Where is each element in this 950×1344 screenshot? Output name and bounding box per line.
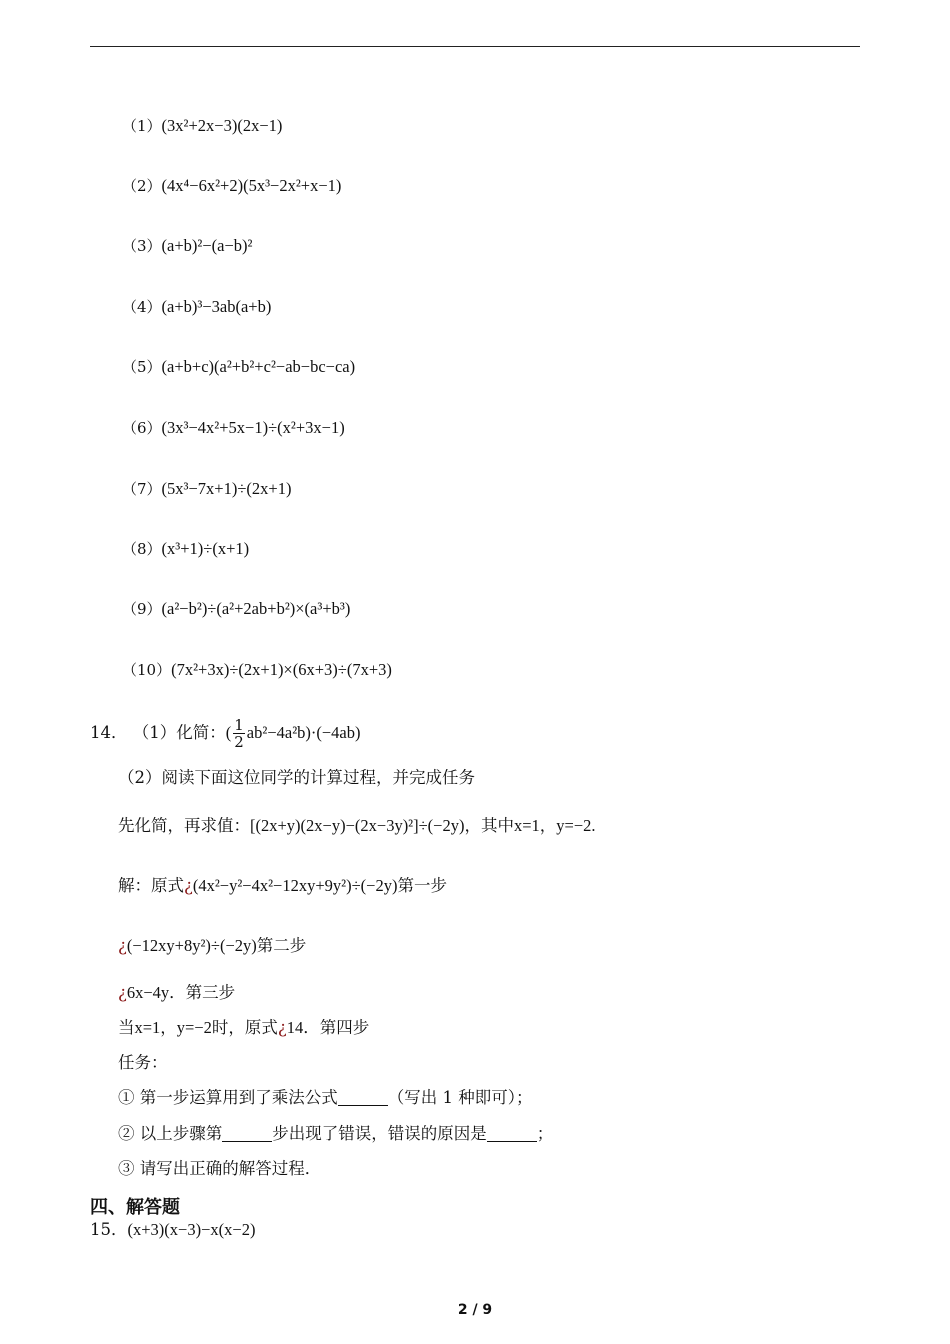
solution-step-4 [118, 1017, 369, 1039]
problem-item [122, 538, 249, 560]
expression: (4x²−y²−4x²−12xy+9y²)÷(−2y) [192, 876, 398, 895]
problem-label: （7） [122, 480, 162, 498]
step-label: 第二步 [256, 936, 307, 955]
step-label: ．第三步 [169, 983, 236, 1002]
problem-expression: (7x²+3x)÷(2x+1)×(6x+3)÷(7x+3) [171, 660, 392, 679]
condition: x=1，y=−2. [513, 816, 596, 835]
problem-expression: (a+b+c)(a²+b²+c²−ab−bc−ca) [161, 357, 356, 376]
problem-item [122, 115, 282, 137]
problem-label: （2） [122, 177, 162, 195]
problem-item [122, 478, 291, 500]
problem-item [122, 296, 271, 318]
question-15 [90, 1219, 255, 1241]
problem-item [122, 356, 355, 378]
problem-label: （3） [122, 237, 162, 255]
task-1 [118, 1087, 533, 1109]
solution-step-3 [118, 982, 235, 1004]
problem-label: （9） [122, 600, 162, 618]
problem-item [122, 417, 345, 439]
problem-expression: (4x⁴−6x²+2)(5x³−2x²+x−1) [161, 176, 342, 195]
task-text: ① 第一步运算用到了乘法公式 [118, 1088, 338, 1107]
problem-expression: (a+b)³−3ab(a+b) [161, 297, 272, 316]
question-number: 14． [90, 723, 128, 742]
problem-expression: (a²−b²)÷(a²+2ab+b²)×(a³+b³) [161, 599, 351, 618]
part-label: （1）化简： [132, 723, 226, 742]
problem-item [122, 175, 341, 197]
solution-prefix: 解：原式 [118, 876, 184, 895]
step-text: 当 [118, 1018, 135, 1037]
prompt-text: ，其中 [464, 816, 514, 835]
task-prompt [118, 815, 596, 837]
problem-item [122, 235, 252, 257]
equals-glyph: ¿ [118, 936, 127, 955]
fraction-numerator: 1 [234, 716, 244, 734]
problem-item [122, 659, 392, 681]
task-text: ； [536, 1124, 554, 1143]
step-label: 第一步 [397, 876, 447, 895]
question-14-part1 [90, 717, 361, 750]
solution-step-1 [118, 875, 447, 897]
task-2 [118, 1123, 553, 1145]
expression: (x+3)(x−3)−x(x−2) [127, 1220, 256, 1239]
condition: x=1，y=−2 [134, 1018, 212, 1037]
problem-expression: (3x²+2x−3)(2x−1) [161, 116, 283, 135]
expression: (−12xy+8y²)÷(−2y) [126, 936, 257, 955]
problem-expression: (3x³−4x²+5x−1)÷(x²+3x−1) [161, 418, 345, 437]
page-number: 2 / 9 [457, 1302, 493, 1318]
solution-step-2 [118, 935, 306, 957]
expression: 6x−4y [126, 983, 170, 1002]
step-label: ．第四步 [303, 1018, 370, 1037]
tasks-title: 任务： [118, 1053, 168, 1072]
problem-expression: (5x³−7x+1)÷(2x+1) [161, 479, 292, 498]
problem-label: （1） [122, 117, 162, 135]
answer-blank[interactable] [222, 1125, 272, 1142]
open-paren: ( [225, 723, 232, 742]
problem-label: （6） [122, 419, 162, 437]
question-number: 15． [90, 1220, 128, 1239]
answer-blank[interactable] [338, 1089, 388, 1106]
problem-label: （10） [122, 661, 172, 679]
value: 14 [286, 1018, 304, 1037]
task-3: ③ 请写出正确的解答过程． [118, 1159, 322, 1178]
fraction-one-half [233, 717, 245, 750]
problem-label: （4） [122, 298, 162, 316]
expression: ab²−4a²b)·(−4ab) [246, 723, 361, 742]
expression: [(2x+y)(2x−y)−(2x−3y)²]÷(−2y) [250, 816, 465, 835]
problem-label: （8） [122, 540, 162, 558]
task-text: ② 以上步骤第 [118, 1124, 223, 1143]
equals-glyph: ¿ [277, 1018, 287, 1037]
equals-glyph: ¿ [118, 983, 127, 1002]
fraction-denominator: 2 [234, 733, 244, 751]
header-rule [90, 46, 860, 47]
prompt-text: 先化简，再求值： [118, 816, 250, 835]
problem-expression: (x³+1)÷(x+1) [161, 539, 250, 558]
equals-glyph: ¿ [184, 876, 193, 895]
question-14-part2: （2）阅读下面这位同学的计算过程，并完成任务 [118, 768, 475, 787]
section-heading: 四、解答题 [90, 1197, 180, 1218]
task-text: （写出 1 种即可）； [387, 1088, 533, 1107]
step-text: 时，原式 [211, 1018, 278, 1037]
answer-blank[interactable] [487, 1125, 537, 1142]
task-text: 步出现了错误，错误的原因是 [272, 1124, 487, 1143]
problem-label: （5） [122, 358, 162, 376]
problem-expression: (a+b)²−(a−b)² [161, 236, 253, 255]
problem-item [122, 598, 350, 620]
